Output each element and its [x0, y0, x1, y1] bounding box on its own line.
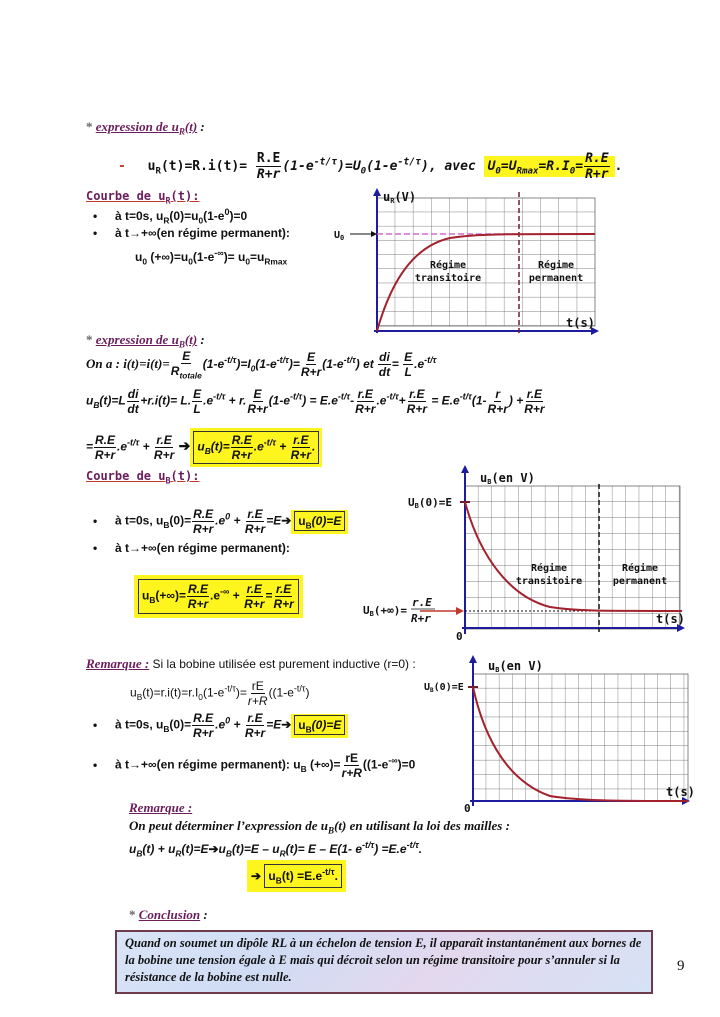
- uR-max-highlight: $U_0=U_{Rmax}=R.I_0=$ $\frac{R.E}{R+r}$: [484, 156, 615, 177]
- chart-uB-r0: [420, 652, 700, 812]
- implies-arrow-icon: ➔: [178, 437, 191, 454]
- courbe-uR-title: Courbe de $u_R(t)$:: [86, 189, 200, 206]
- uR-limit-eq: $u_0$ $(+\infty)=u_0(1-e^{-\infty})= u_0=u_{Rmax}$: [135, 248, 288, 267]
- uB-start-label: UB(0)=E: [408, 496, 452, 510]
- r0-start-label: $U_B(0)=E$: [424, 682, 464, 694]
- implies-arrow-icon: ➔: [281, 513, 292, 528]
- uR-y-label: uR(V): [383, 190, 417, 205]
- section-title-uR: * expression de $u_R(t)$ :: [86, 119, 205, 137]
- conclusion-box: [115, 930, 653, 994]
- remarque-r0-eq: $u_B(t)=r.i(t)=r.I_0(1-e^{-t/\tau})=$ $\frac{rE}{r+R}$ ($(1-e^{-t/\tau})$: [130, 679, 310, 708]
- svg-text:R+r: R+r: [411, 612, 431, 625]
- uB-derivation: $u_B(t)=L$ $\frac{di}{dt}$ +r.i(t)= L. $\frac{E}{L}$ $.e^{-t/\tau} + r$. $\frac{E}{R+r}$ $(1-e^{-t/\tau}) = E.e^{-t/\tau}-$ $\frac{r.E}{R+r}$ $.e^{-t/\tau}+$ $\frac{r.E}{R+r}$ = $E.e^{-t/\tau}(1-$ $\frac{r}{R+r}$ ) + $\frac{r.E}{R+r}$: [86, 387, 545, 416]
- mailles-eq: $u_B(t)$ + $u_R(t)=E➔u_B(t)=E - u_R(t)= E - E(1-$ $e^{-t/\tau}) =E.e^{-t/\tau}$.: [129, 840, 423, 859]
- r0-uB0-highlight: $u_B(0)=E$: [291, 714, 348, 738]
- implies-arrow-icon: ➔: [251, 869, 262, 883]
- svg-text:transitoire: transitoire: [515, 576, 583, 587]
- implies-arrow-icon: ➔: [281, 717, 292, 732]
- uB-result-highlight: $u_B(t)=$ $\frac{R.E}{R+r}$ $.e^{-t/\tau}$ + $\frac{r.E}{R+r}$ .: [190, 428, 322, 467]
- uB-y-label: uB(en V): [480, 471, 535, 486]
- conclusion-title: * Conclusion :: [129, 907, 208, 922]
- i-expression: On a : i(t)=i(t)= $\frac{E}{R_{totale}}$ $(1-e^{-t/\tau})=I_0(1-e^{-t/\tau})=$ $\frac{E}{R+r}$ $(1-e^{-t/\tau})$ et $\frac{di}{dt}$ = $\frac{E}{L}$ $.e^{-t/\tau}$: [86, 349, 437, 381]
- mailles-result: [247, 860, 346, 892]
- chart-uB: [360, 462, 700, 652]
- uB-end-label: UB(+∞)=: [363, 604, 407, 618]
- remarque-mailles-label: Remarque :: [129, 800, 193, 815]
- uR-x-label: t(s): [566, 316, 595, 330]
- uB-x-label: t(s): [656, 612, 685, 626]
- svg-text:permanent: permanent: [528, 273, 584, 284]
- uB-bullet-tinf: • à t→+∞(en régime permanent):: [93, 541, 290, 555]
- implies-arrow-icon: ➔: [208, 842, 219, 856]
- svg-text:r.E: r.E: [412, 596, 432, 609]
- uB0-highlight: $u_B(0)=E$: [291, 510, 348, 534]
- uB-region-transient: Régime: [530, 563, 568, 574]
- uR-bullet-t0: • à t=0s, $u_R(0)=u_0(1-e^0)=0$: [93, 207, 248, 226]
- r0-origin-label: 0: [464, 802, 471, 812]
- uR-expression: - $u_R(t)=R.i(t)=$ $\frac{R.E}{R+r}$ $(1-e^{-t/\tau})=U_0(1-e^{-t/\tau})$, avec $U_0=U_{Rmax}=R.I_0=$ $\frac{R.E}{R+r}$ .: [118, 151, 623, 182]
- chart-uR: [330, 188, 600, 338]
- svg-text:permanent: permanent: [612, 576, 668, 587]
- r0-y-label: uB(en V): [488, 659, 543, 674]
- uR-bullet-tinf: • à t→+∞(en régime permanent):: [93, 226, 290, 240]
- page-number: 9: [677, 958, 685, 974]
- uB-region-permanent: Régime: [621, 563, 659, 574]
- uB-result-line: = $\frac{R.E}{R+r}$ $.e^{-t/\tau}$ + $\frac{r.E}{R+r}$ ➔ $u_B(t)=$ $\frac{R.E}{R+r}$ $.e^{-t/\tau}$ + $\frac{r.E}{R+r}$ .: [86, 428, 322, 467]
- remarque-mailles-text: On peut déterminer l’expression de $u_B(t)$ en utilisant la loi des mailles :: [129, 818, 510, 836]
- r0-bullet-tinf: • à t→+∞(en régime permanent): $u_B$ (+∞)= $\frac{rE}{r+R}$ ((1-e-∞)=0: [93, 751, 416, 780]
- uB-bullet-t0: • à t=0s, $u_B(0)=$ $\frac{R.E}{R+r}$ $.e^0$ + $\frac{r.E}{R+r}$ =E➔ $u_B(0)=E$: [93, 508, 348, 535]
- uB-origin-label: 0: [456, 630, 463, 643]
- remarque-r0: Remarque : Si la bobine utilisée est purement inductive (r=0) :: [86, 656, 416, 671]
- r0-bullet-t0: • à t=0s, $u_B(0)=$ $\frac{R.E}{R+r}$ $.e^0$ + $\frac{r.E}{R+r}$ =E➔ $u_B(0)=E$: [93, 712, 348, 739]
- r0-x-label: t(s): [666, 785, 695, 799]
- mailles-highlight: ➔ $u_B(t) =E.e^{-t/\tau}$.: [247, 860, 346, 892]
- conclusion-text: Quand on soumet un dipôle RL à un échelon de tension E, il apparaît instantanément aux bornes de la bobine une tension égale à E mais qui décroit selon un régime transitoire pour s’annuler si la résistance de la bobine est nulle.: [125, 936, 642, 984]
- uR-level-label: $U_0$: [334, 230, 345, 242]
- uR-region-permanent: Régime: [537, 260, 575, 271]
- uR-region-transient: Régime: [429, 260, 467, 271]
- section-title-uB: * expression de $u_B(t)$ :: [86, 332, 205, 350]
- courbe-uB-title: Courbe de $u_B(t)$:: [86, 469, 200, 486]
- svg-text:transitoire: transitoire: [414, 273, 482, 284]
- uB-inf-highlight: $u_B(+\infty)=$ $\frac{R.E}{R+r}$ .e-∞ + $\frac{r.E}{R+r}$ = $\frac{r.E}{R+r}$: [134, 575, 303, 618]
